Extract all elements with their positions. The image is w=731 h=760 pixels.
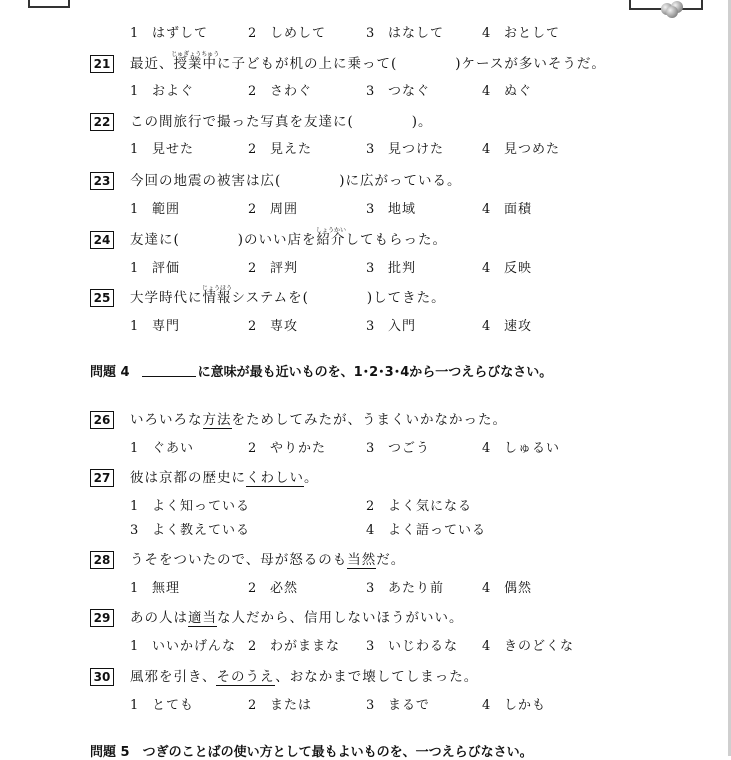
options-row-q30 xyxy=(130,694,630,714)
option-3[interactable]: 3 入門 xyxy=(366,319,417,334)
section-4-heading xyxy=(90,361,552,380)
options-row-q26 xyxy=(130,437,630,457)
option-2[interactable]: 2 専攻 xyxy=(248,319,299,334)
section-instruction: に意味が最も近いものを、1･2･3･4から一つえらびなさい。 xyxy=(197,365,553,380)
question-number: 23 xyxy=(90,172,114,190)
option-2[interactable]: 2 必然 xyxy=(248,581,299,596)
option-3[interactable]: 3 つなぐ xyxy=(366,84,431,99)
options-row-q27a xyxy=(130,495,630,515)
option-2[interactable]: 2 評判 xyxy=(248,261,299,276)
option-3[interactable]: 3 地域 xyxy=(366,202,417,217)
question-text: 友達に( )のいい店を しょうかい 紹介してもらった。 xyxy=(130,227,448,248)
underlined-word: 適当 xyxy=(188,610,217,626)
option-1[interactable]: 1 ぐあい xyxy=(130,441,195,456)
options-row-q24 xyxy=(130,257,630,277)
question-text: いろいろな方法をためしてみたが、うまくいかなかった。 xyxy=(130,412,507,428)
question-text: うそをついたので、母が怒るのも当然だ。 xyxy=(130,552,406,568)
underlined-word: 当然 xyxy=(347,552,377,568)
option-4[interactable]: 4 しゅるい xyxy=(482,441,561,456)
question-number: 26 xyxy=(90,411,114,429)
options-row-q20 xyxy=(130,22,630,42)
option-4[interactable]: 4 見つめた xyxy=(482,142,561,157)
option-4[interactable]: 4 しかも xyxy=(482,698,547,713)
option-1[interactable]: 1 とても xyxy=(130,698,195,713)
underlined-word: そのうえ xyxy=(216,669,276,685)
option-3[interactable]: 3 まるで xyxy=(366,698,430,713)
ruby-word: しょうかい 紹介 xyxy=(316,227,347,248)
option-4[interactable]: 4 よく語っている xyxy=(366,523,487,538)
question-number: 27 xyxy=(90,469,114,487)
question-text: 今回の地震の被害は広( )に広がっている。 xyxy=(130,173,462,189)
option-2[interactable]: 2 しめして xyxy=(248,26,327,41)
option-1[interactable]: 1 およぐ xyxy=(130,84,195,99)
option-3[interactable]: 3 つごう xyxy=(366,441,431,456)
option-4[interactable]: 4 ぬぐ xyxy=(482,84,533,99)
question-text: 風邪を引き、そのうえ、おなかまで壊してしまった。 xyxy=(130,669,479,685)
question-text: 最近、 じゅぎょうちゅう 授業中に子どもが机の上に乗って( )ケースが多いそうだ。 xyxy=(130,51,606,72)
balls-icon xyxy=(659,0,687,16)
option-1[interactable]: 1 よく知っている xyxy=(130,499,251,514)
ruby-word: じょうほう 情報 xyxy=(201,285,233,306)
option-4[interactable]: 4 偶然 xyxy=(482,581,533,596)
option-1[interactable]: 1 はずして xyxy=(130,26,209,41)
option-4[interactable]: 4 反映 xyxy=(482,261,533,276)
option-2[interactable]: 2 見えた xyxy=(248,142,313,157)
option-3[interactable]: 3 あたり前 xyxy=(366,581,445,596)
option-4[interactable]: 4 面積 xyxy=(482,202,533,217)
underline-blank xyxy=(142,363,196,377)
option-3[interactable]: 3 よく教えている xyxy=(130,523,251,538)
option-1[interactable]: 1 いいかげんな xyxy=(130,639,237,654)
section-instruction: つぎのことばの使い方として最もよいものを、一つえらびなさい。 xyxy=(142,745,533,760)
option-1[interactable]: 1 評価 xyxy=(130,261,181,276)
options-row-q21 xyxy=(130,80,630,100)
option-1[interactable]: 1 専門 xyxy=(130,319,181,334)
question-number: 25 xyxy=(90,289,114,307)
section-5-heading xyxy=(90,741,533,760)
underlined-word: くわしい xyxy=(246,470,304,486)
question-number: 30 xyxy=(90,668,114,686)
question-text: この間旅行で撮った写真を友達に( )。 xyxy=(130,114,433,130)
option-1[interactable]: 1 範囲 xyxy=(130,202,181,217)
question-text: あの人は適当な人だから、信用しないほうがいい。 xyxy=(130,610,464,626)
option-1[interactable]: 1 見せた xyxy=(130,142,195,157)
section-label: 問題 4 xyxy=(90,365,130,380)
options-row-q28 xyxy=(130,577,630,597)
option-3[interactable]: 3 批判 xyxy=(366,261,417,276)
question-number: 22 xyxy=(90,113,114,131)
question-number: 28 xyxy=(90,551,114,569)
question-text: 彼は京都の歴史にくわしい。 xyxy=(130,470,319,486)
option-3[interactable]: 3 いじわるな xyxy=(366,639,459,654)
option-3[interactable]: 3 見つけた xyxy=(366,142,445,157)
options-row-q23 xyxy=(130,198,630,218)
option-2[interactable]: 2 わがままな xyxy=(248,639,341,654)
question-number: 24 xyxy=(90,231,114,249)
option-2[interactable]: 2 よく気になる xyxy=(366,499,473,514)
option-4[interactable]: 4 おとして xyxy=(482,26,561,41)
option-2[interactable]: 2 さわぐ xyxy=(248,84,313,99)
section-label: 問題 5 xyxy=(90,745,130,760)
option-2[interactable]: 2 周囲 xyxy=(248,202,299,217)
question-number: 29 xyxy=(90,609,114,627)
options-row-q27b xyxy=(130,519,630,539)
option-4[interactable]: 4 きのどくな xyxy=(482,639,575,654)
question-text: 大学時代に じょうほう 情報システムを( )してきた。 xyxy=(130,285,446,306)
options-row-q22 xyxy=(130,138,630,158)
corner-box-left xyxy=(28,0,70,8)
options-row-q29 xyxy=(130,635,630,655)
option-4[interactable]: 4 速攻 xyxy=(482,319,533,334)
question-number: 21 xyxy=(90,55,114,73)
options-row-q25 xyxy=(130,315,630,335)
underlined-word: 方法 xyxy=(202,412,232,428)
option-3[interactable]: 3 はなして xyxy=(366,26,445,41)
option-1[interactable]: 1 無理 xyxy=(130,581,181,596)
option-2[interactable]: 2 やりかた xyxy=(248,441,327,456)
option-2[interactable]: 2 または xyxy=(248,698,313,713)
ruby-word: じゅぎょうちゅう 授業中 xyxy=(171,51,220,72)
